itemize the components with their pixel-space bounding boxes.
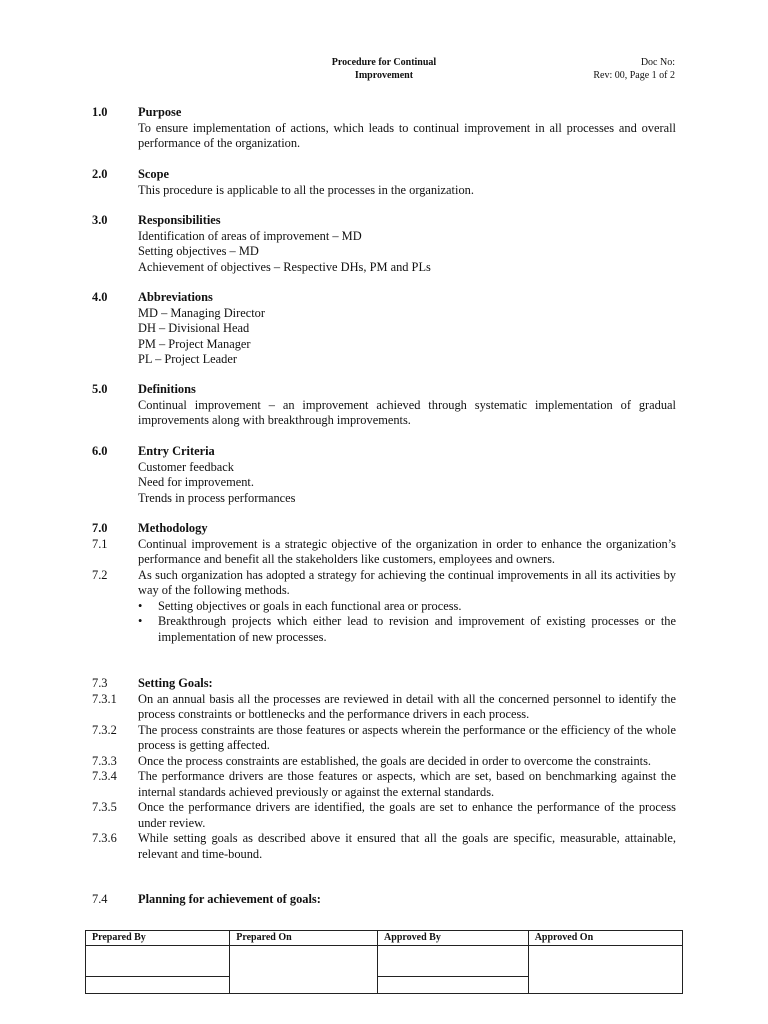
list-item: PM – Project Manager [138, 336, 251, 351]
list-item: Identification of areas of improvement – MD [138, 228, 362, 243]
section-heading: Entry Criteria [138, 444, 215, 458]
clause-number: 7.3.1 [92, 691, 117, 706]
clause-item [92, 754, 676, 770]
clause-text: Once the process constraints are established, the goals are decided in order to overcome the constraints. [138, 753, 651, 768]
clause-text: Once the performance drivers are identified, the goals are set to enhance the performance of the process under review. [138, 800, 676, 830]
section-heading: Purpose [138, 105, 182, 119]
bullet-item [138, 614, 676, 645]
doc-info [593, 56, 675, 82]
section-planning [92, 892, 676, 908]
clause-item [92, 692, 676, 723]
bullet-text: Setting objectives or goals in each functional area or process. [158, 598, 462, 613]
section-number: 2.0 [92, 167, 108, 181]
section-heading: Responsibilities [138, 213, 221, 227]
approved-by-sign-cell [378, 977, 529, 994]
section-definitions [92, 382, 676, 429]
section-heading: Methodology [138, 521, 208, 535]
document-title [300, 56, 468, 82]
section-heading: Abbreviations [138, 290, 213, 304]
list-item: DH – Divisional Head [138, 321, 250, 335]
section-heading: Definitions [138, 382, 196, 396]
clause-item [92, 537, 676, 568]
prepared-by-sign-cell [86, 977, 230, 994]
section-number: 4.0 [92, 290, 108, 304]
approval-table [85, 930, 683, 994]
section-entry-criteria [92, 444, 676, 506]
title-line-2: Improvement [354, 70, 414, 81]
clause-text: Continual improvement is a strategic objective of the organization in order to enhance the organization’s performance and benefit all the stakeholders like customers, employees and owners. [138, 536, 676, 566]
bullet-list [138, 599, 676, 646]
section-methodology [92, 521, 676, 645]
revision-page: Rev: 00, Page 1 of 2 [593, 70, 675, 81]
section-scope [92, 167, 676, 198]
clause-text: On an annual basis all the processes are reviewed in detail with all the concerned personnel to identify the process constraints or bottlenecks and the performance drivers in each process. [138, 691, 676, 721]
table-header-row [86, 931, 683, 946]
approved-by-cell [378, 946, 529, 977]
bullet-icon: • [138, 614, 143, 628]
section-number: 6.0 [92, 444, 108, 458]
approved-by-header: Approved By [378, 931, 529, 946]
clause-item [92, 800, 676, 831]
section-responsibilities [92, 213, 676, 275]
bullet-text: Breakthrough projects which either lead to revision and improvement of existing processes or the implementation of new processes. [158, 614, 676, 644]
prepared-on-cell [230, 946, 378, 994]
section-text: This procedure is applicable to all the processes in the organization. [138, 182, 474, 197]
section-number: 7.4 [92, 892, 108, 906]
clause-number: 7.1 [92, 536, 108, 551]
prepared-by-header: Prepared By [86, 931, 230, 946]
list-item: Achievement of objectives – Respective DHs, PM and PLs [138, 259, 431, 274]
prepared-by-cell [86, 946, 230, 977]
list-item: Customer feedback [138, 459, 234, 474]
section-number: 3.0 [92, 213, 108, 227]
clause-item [92, 568, 676, 599]
clause-number: 7.3.4 [92, 769, 117, 783]
bullet-item [138, 599, 676, 615]
section-setting-goals [92, 676, 676, 862]
list-item: Trends in process performances [138, 490, 296, 505]
section-text: Continual improvement – an improvement achieved through systematic implementation of gradual improvements along with breakthrough improvements. [138, 397, 676, 427]
section-number: 7.3 [92, 676, 108, 690]
clause-item [92, 769, 676, 800]
section-abbreviations [92, 290, 676, 368]
list-item: MD – Managing Director [138, 305, 265, 320]
clause-item [92, 723, 676, 754]
prepared-on-header: Prepared On [230, 931, 378, 946]
list-item: Setting objectives – MD [138, 244, 259, 258]
table-row [86, 946, 683, 977]
clause-number: 7.3.5 [92, 800, 117, 814]
section-purpose [92, 105, 676, 152]
section-heading: Setting Goals: [138, 676, 213, 690]
approved-on-header: Approved On [528, 931, 682, 946]
section-heading: Scope [138, 167, 169, 181]
clause-text: While setting goals as described above it ensured that all the goals are specific, measurable, attainable, relevant and time-bound. [138, 831, 676, 861]
title-line-1: Procedure for Continual [331, 57, 437, 68]
clause-text: As such organization has adopted a strategy for achieving the continual improvements in all its activities by way of the following methods. [138, 567, 676, 597]
list-item: Need for improvement. [138, 475, 254, 489]
clause-item [92, 831, 676, 862]
section-number: 5.0 [92, 382, 108, 396]
bullet-icon: • [138, 598, 143, 613]
approved-on-cell [528, 946, 682, 994]
section-heading: Planning for achievement of goals: [138, 892, 321, 906]
clause-number: 7.3.2 [92, 722, 117, 737]
clause-number: 7.2 [92, 567, 108, 582]
section-number: 1.0 [92, 105, 108, 119]
doc-number: Doc No: [640, 57, 675, 68]
section-text: To ensure implementation of actions, which leads to continual improvement in all processes and overall performance of the organization. [138, 120, 676, 150]
clause-number: 7.3.6 [92, 831, 117, 845]
clause-text: The process constraints are those features or aspects wherein the performance or the efficiency of the whole process is getting affected. [138, 722, 676, 752]
section-number: 7.0 [92, 521, 108, 535]
list-item: PL – Project Leader [138, 352, 237, 366]
clause-number: 7.3.3 [92, 753, 117, 768]
clause-text: The performance drivers are those features or aspects, which are set, based on benchmarking against the internal standards achieved previously or against the external standards. [138, 769, 676, 799]
